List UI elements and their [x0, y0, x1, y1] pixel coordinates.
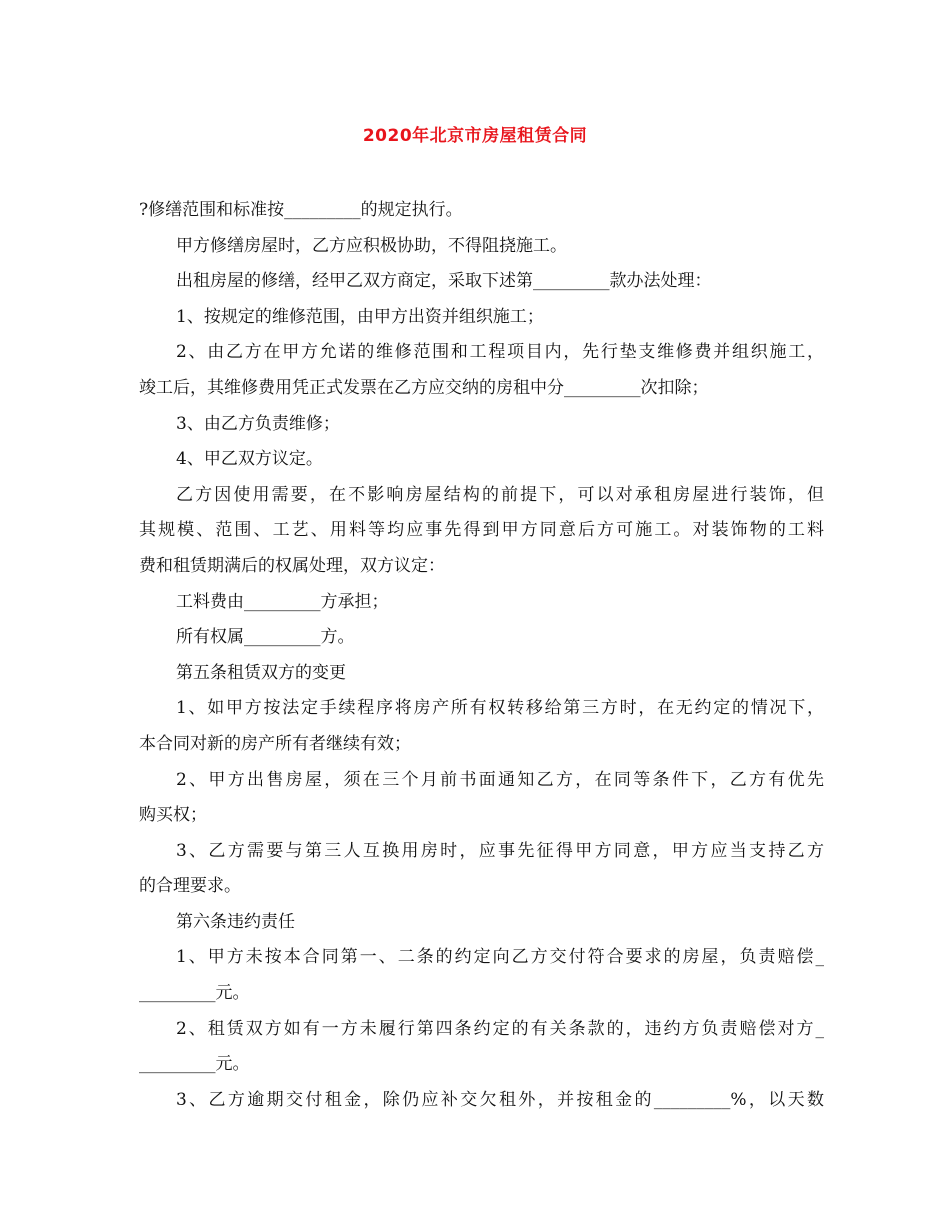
text-line: 2、租赁双方如有一方未履行第四条约定的有关条款的，违约方负责赔偿对方_ [176, 1018, 824, 1039]
text-line: ?修缮范围和标准按_________的规定执行。 [139, 200, 463, 220]
text-line: 1、按规定的维修范围，由甲方出资并组织施工； [176, 306, 544, 327]
text-line: 3、乙方需要与第三人互换用房时，应事先征得甲方同意，甲方应当支持乙方 [176, 840, 824, 861]
text-line: 乙方因使用需要，在不影响房屋结构的前提下，可以对承租房屋进行装饰，但 [176, 484, 824, 505]
text-line: 本合同对新的房产所有者继续有效； [139, 733, 411, 754]
text-line: 其规模、范围、工艺、用料等均应事先得到甲方同意后方可施工。对装饰物的工料 [139, 520, 824, 541]
text-line: 甲方修缮房屋时，乙方应积极协助，不得阻挠施工。 [176, 235, 567, 256]
text-line: 工料费由_________方承担； [176, 591, 389, 612]
text-line: 的合理要求。 [139, 876, 241, 897]
text-line: 所有权属_________方。 [176, 627, 355, 648]
text-line: 3、乙方逾期交付租金，除仍应补交欠租外，并按租金的_________%，以天数 [176, 1089, 824, 1110]
document-body [139, 193, 824, 1118]
text-line: 费和租赁期满后的权属处理，双方议定： [139, 555, 445, 576]
text-line: 2、由乙方在甲方允诺的维修范围和工程项目内，先行垫支维修费并组织施工， [176, 342, 824, 363]
text-line: 3、由乙方负责维修； [176, 413, 340, 434]
text-line: 1、甲方未按本合同第一、二条的约定向乙方交付符合要求的房屋，负责赔偿_ [176, 947, 824, 968]
section-heading: 第五条租赁双方的变更 [176, 662, 346, 683]
text-line: 出租房屋的修缮，经甲乙双方商定，采取下述第_________款办法处理： [176, 271, 712, 292]
text-line: 竣工后，其维修费用凭正式发票在乙方应交纳的房租中分_________次扣除； [139, 377, 709, 398]
text-line: _________元。 [139, 983, 250, 1004]
section-heading: 第六条违约责任 [176, 911, 295, 932]
text-line: 2、甲方出售房屋，须在三个月前书面通知乙方，在同等条件下，乙方有优先 [176, 769, 824, 790]
document-title: 2020年北京市房屋租赁合同 [362, 126, 588, 146]
text-line: 4、甲乙双方议定。 [176, 449, 323, 470]
text-line: 购买权； [139, 805, 207, 826]
text-line: 1、如甲方按法定手续程序将房产所有权转移给第三方时，在无约定的情况下， [176, 698, 824, 719]
text-line: _________元。 [139, 1054, 250, 1075]
